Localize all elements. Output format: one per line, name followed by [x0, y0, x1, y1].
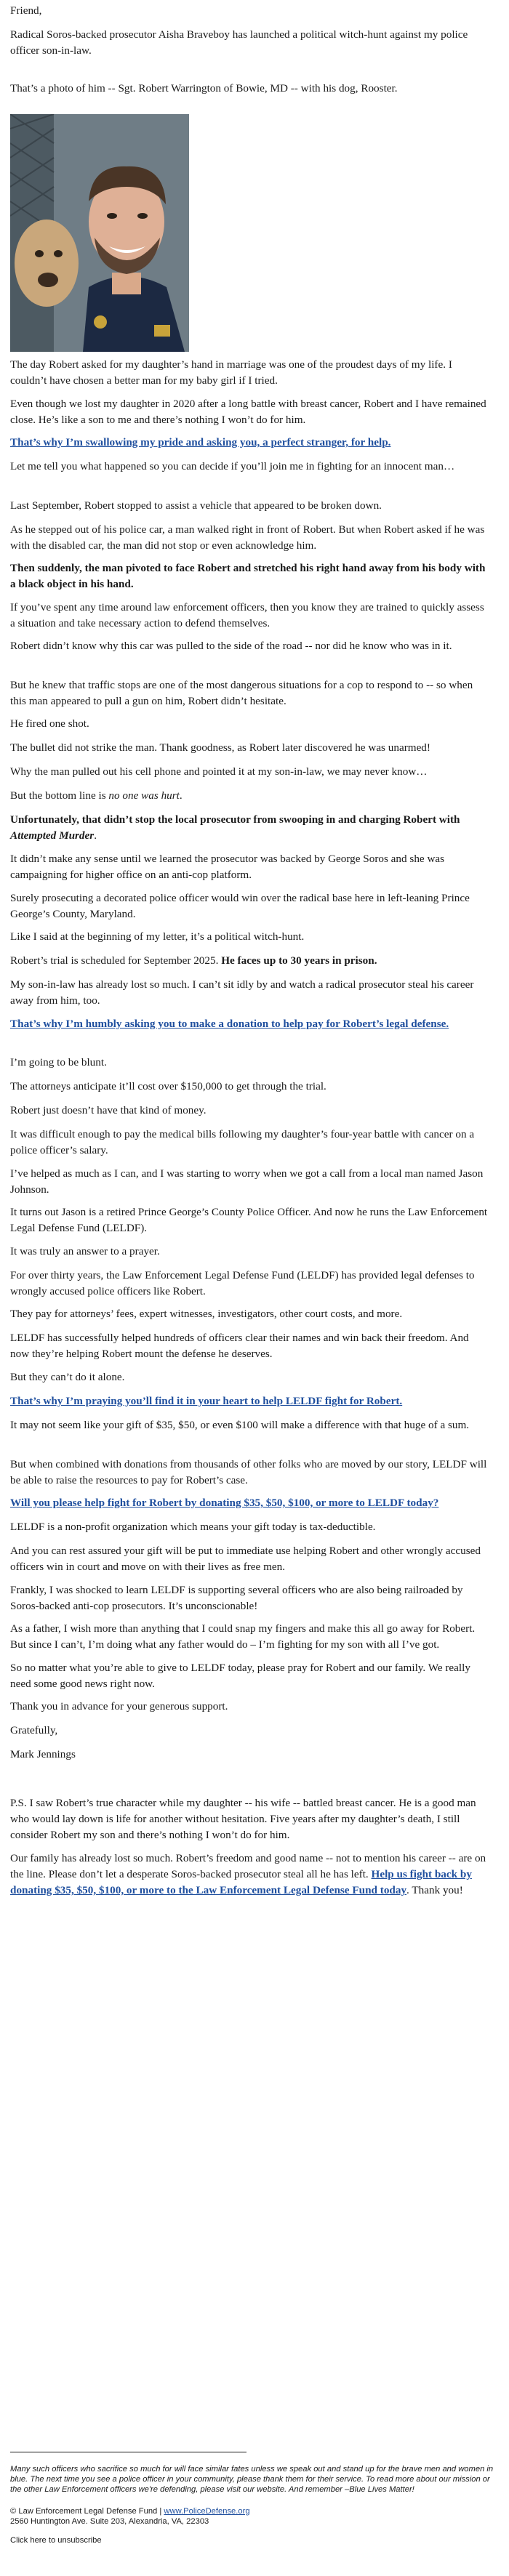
help-leldf-link[interactable]: That’s why I’m praying you’ll find it in your heart to help LELDF fight for Robert. — [10, 1395, 403, 1407]
postscript: P.S. I saw Robert’s true character while my daughter -- his wife -- battled breast cancer. He is a good man who would lay down is life for another without hesitation. Five years after my daughter’s death, I still consider Robert my son and there’s nothing I won’t do for him. — [10, 1797, 476, 1841]
paragraph: It didn’t make any sense until we learned the prosecutor was backed by George Soros and she was campaigning for higher office on an anti-cop platform. — [10, 853, 445, 881]
unsubscribe-link[interactable]: Click here to unsubscribe — [10, 2536, 102, 2545]
paragraph: As he stepped out of his police car, a man walked right in front of Robert. But when Robert asked if he was with the disabled car, the man did not stop or even acknowledge him. — [10, 523, 485, 552]
intro-paragraph: Radical Soros-backed prosecutor Aisha Braveboy has launched a political witch-hunt against my police officer son-in-law. — [10, 28, 468, 57]
paragraph: But he knew that traffic stops are one of the most dangerous situations for a cop to respond to -- so when this man appeared to pull a gun on him, Robert didn’t hesitate. — [10, 679, 473, 707]
paragraph: Why the man pulled out his cell phone and pointed it at my son-in-law, we may never know… — [10, 765, 428, 778]
paragraph: He fired one shot. — [10, 717, 89, 730]
website-link[interactable]: www.PoliceDefense.org — [164, 2507, 250, 2516]
officer-with-dog-image — [10, 114, 189, 352]
photo-caption: That’s a photo of him -- Sgt. Robert Warrington of Bowie, MD -- with his dog, Rooster. — [10, 82, 398, 94]
paragraph: Robert just doesn’t have that kind of money. — [10, 1104, 207, 1116]
paragraph: But they can’t do it alone. — [10, 1371, 125, 1383]
paragraph: It turns out Jason is a retired Prince George’s County Police Officer. And now he runs the Law Enforcement Legal Defense Fund (LELDF). — [10, 1206, 488, 1234]
paragraph: Robert didn’t know why this car was pulled to the side of the road -- nor did he know who was in it. — [10, 640, 452, 652]
footer-disclaimer: Many such officers who sacrifice so much for will face similar fates unless we speak out and stand up for the brave men and women in blue. The next time you see a police officer in your community, please thank them for their service. To read more about our mission or the other Law Enforcement officers we're defending, please visit our website. And remember –Blue Lives Matter! — [10, 2465, 494, 2494]
paragraph: It was truly an answer to a prayer. — [10, 1245, 160, 1257]
paragraph: Last September, Robert stopped to assist a vehicle that appeared to be broken down. — [10, 499, 382, 512]
officer-photo — [10, 114, 189, 352]
postscript-2: Our family has already lost so much. Robert’s freedom and good name -- not to mention his career -- are on the line. Please don’t let a desperate Soros-backed prosecutor steal all he has left. Help us fight back by donating $35, $50, $100, or more to the Law Enforcement Legal Defense Fund today. Thank you! — [10, 1852, 486, 1896]
paragraph: LELDF has successfully helped hundreds of officers clear their names and win back their freedom. And now they’re helping Robert mount the defense he deserves. — [10, 1332, 469, 1360]
signature: Mark Jennings — [10, 1748, 76, 1760]
paragraph: For over thirty years, the Law Enforcement Legal Defense Fund (LELDF) has provided legal defenses to wrongly accused police officers like Robert. — [10, 1269, 475, 1297]
paragraph: They pay for attorneys’ fees, expert witnesses, investigators, other court costs, and more. — [10, 1308, 403, 1320]
paragraph: But the bottom line is no one was hurt. — [10, 789, 183, 802]
paragraph: So no matter what you’re able to give to LELDF today, please pray for Robert and our family. We really need some good news right now. — [10, 1662, 470, 1690]
paragraph: The attorneys anticipate it’ll cost over $150,000 to get through the trial. — [10, 1080, 326, 1092]
paragraph: But when combined with donations from thousands of other folks who are moved by our story, LELDF will be able to raise the resources to pay for Robert’s case. — [10, 1458, 487, 1486]
paragraph: As a father, I wish more than anything that I could snap my fingers and make this all go away for Robert. But since I can’t, I’m doing what any father would do – I’m fighting for my son with all I’ve got. — [10, 1622, 476, 1651]
paragraph: My son-in-law has already lost so much. I can’t sit idly by and watch a radical prosecutor steal his career away from him, too. — [10, 978, 474, 1007]
paragraph: If you’ve spent any time around law enforcement officers, then you know they are trained to quickly assess a situation and take necessary action to defend themselves. — [10, 601, 484, 629]
footer-copyright: © Law Enforcement Legal Defense Fund | www.PoliceDefense.org — [10, 2507, 250, 2516]
donate-link[interactable]: That’s why I’m humbly asking you to make a donation to help pay for Robert’s legal defense. — [10, 1018, 449, 1030]
help-link[interactable]: That’s why I’m swallowing my pride and asking you, a perfect stranger, for help. — [10, 436, 391, 448]
paragraph: The day Robert asked for my daughter’s hand in marriage was one of the proudest days of my life. I couldn’t have chosen a better man for my baby girl if I tried. — [10, 358, 452, 387]
paragraph: Surely prosecuting a decorated police officer would win over the radical base here in left-leaning Prince George’s County, Maryland. — [10, 892, 470, 920]
paragraph: LELDF is a non-profit organization which means your gift today is tax-deductible. — [10, 1521, 376, 1533]
paragraph: The bullet did not strike the man. Thank goodness, as Robert later discovered he was unarmed! — [10, 741, 430, 754]
footer-address: 2560 Huntington Ave. Suite 203, Alexandria, VA, 22303 — [10, 2517, 209, 2526]
paragraph: Like I said at the beginning of my letter, it’s a political witch-hunt. — [10, 930, 305, 943]
paragraph: And you can rest assured your gift will be put to immediate use helping Robert and other wrongly accused officers win in court and move on with their lives as free men. — [10, 1545, 481, 1573]
closing: Gratefully, — [10, 1724, 58, 1736]
paragraph: It was difficult enough to pay the medical bills following my daughter’s four-year battle with cancer on a police officer’s salary. — [10, 1128, 475, 1156]
paragraph: Robert’s trial is scheduled for September 2025. He faces up to 30 years in prison. — [10, 954, 377, 967]
paragraph: Even though we lost my daughter in 2020 after a long battle with breast cancer, Robert and I have remained close. He’s like a son to me and there’s nothing I won’t do for him. — [10, 398, 486, 426]
paragraph: Frankly, I was shocked to learn LELDF is supporting several officers who are also being railroaded by Soros-backed anti-cop prosecutors. It’s unconscionable! — [10, 1584, 463, 1612]
paragraph-bold: Then suddenly, the man pivoted to face Robert and stretched his right hand away from his body with a black object in his hand. — [10, 562, 486, 590]
paragraph: I’ve helped as much as I can, and I was starting to worry when we got a call from a local man named Jason Johnson. — [10, 1167, 484, 1196]
paragraph: I’m going to be blunt. — [10, 1056, 107, 1068]
paragraph: Unfortunately, that didn’t stop the local prosecutor from swooping in and charging Robert with Attempted Murder. — [10, 813, 460, 842]
ps-donate-link[interactable]: Help us fight back by donating $35, $50, $100, or more to the Law Enforcement Legal Defense Fund today — [10, 1868, 472, 1896]
greeting: Friend, — [10, 4, 42, 17]
paragraph: Let me tell you what happened so you can decide if you’ll join me in fighting for an innocent man… — [10, 460, 455, 472]
paragraph: Thank you in advance for your generous support. — [10, 1700, 228, 1712]
paragraph: It may not seem like your gift of $35, $50, or even $100 will make a difference with that huge of a sum. — [10, 1419, 470, 1431]
donate-amounts-link[interactable]: Will you please help fight for Robert by donating $35, $50, $100, or more to LELDF today? — [10, 1497, 439, 1509]
